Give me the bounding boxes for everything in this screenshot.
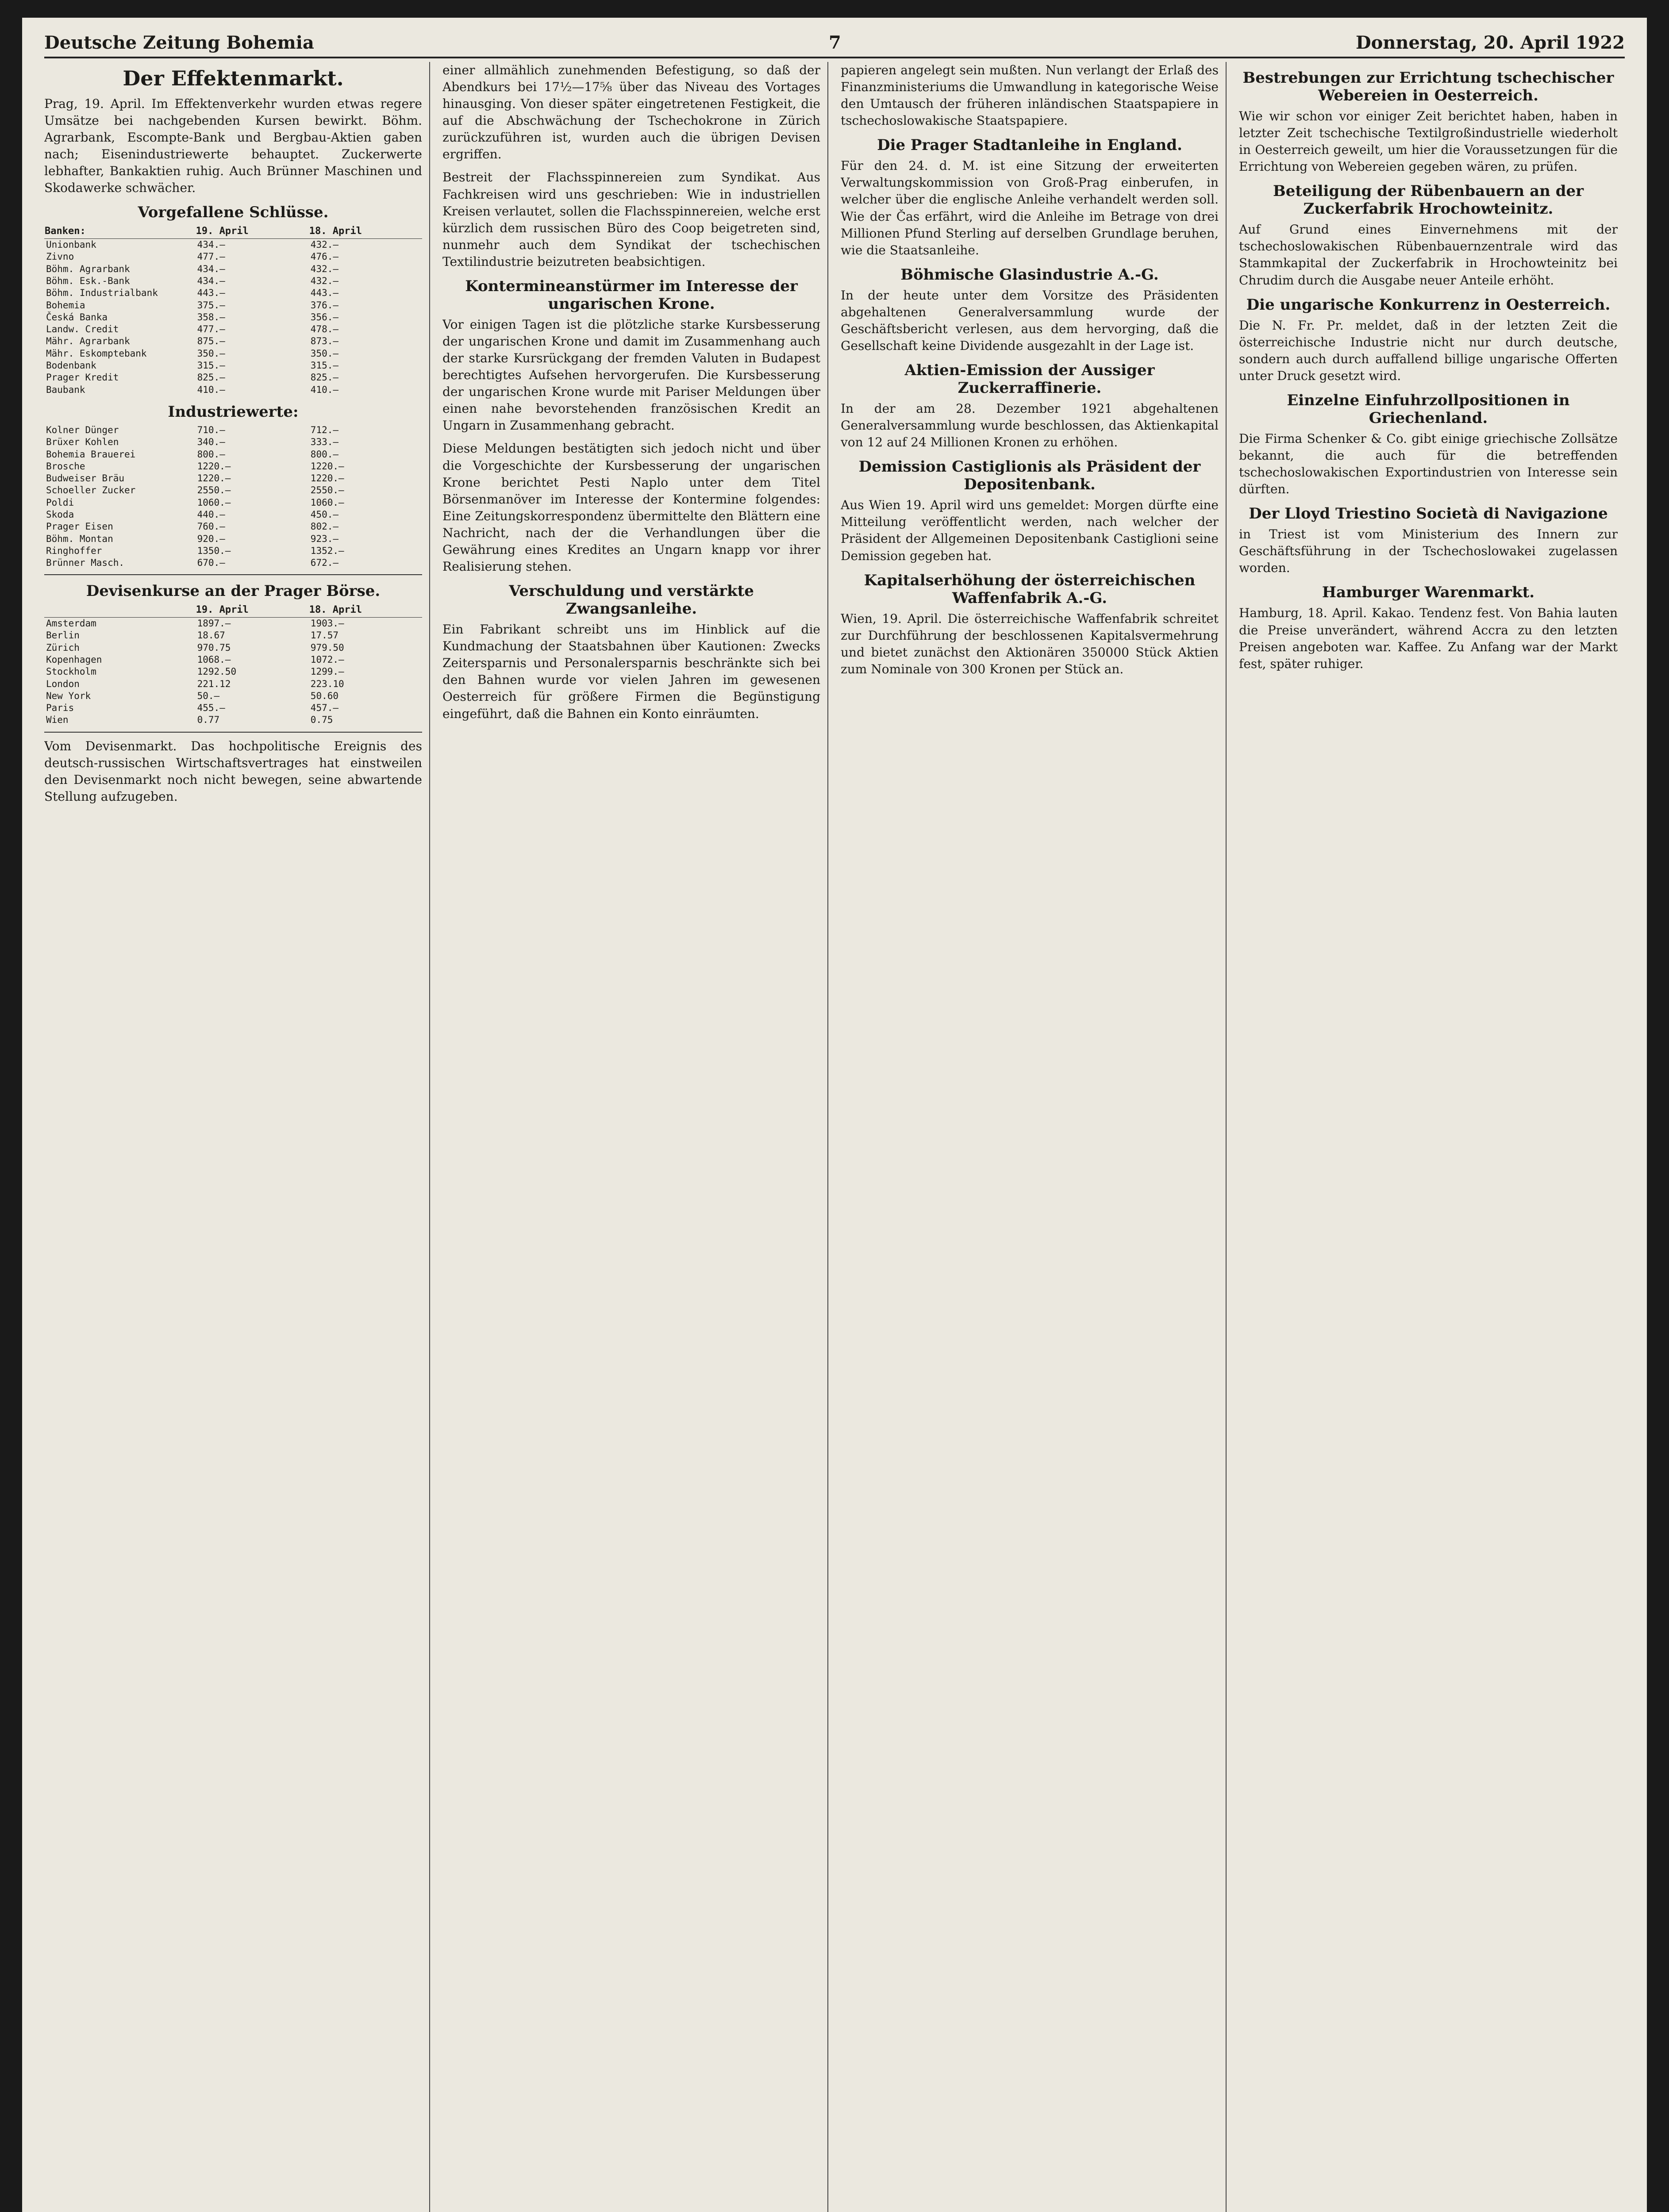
quote-value: 477.—	[197, 251, 225, 262]
page-header	[44, 27, 1625, 58]
article-paragraph: In der heute unter dem Vorsitze des Präsidenten abgehaltenen Generalversammlung wurde der Geschäftsbericht verlesen, aus dem hervorging, daß die Gesellschaft keine Dividende ausgezahlt in der Lage ist.	[841, 288, 1219, 353]
quote-row	[44, 484, 422, 496]
quote-row	[44, 714, 422, 726]
quote-name: New York	[46, 690, 91, 701]
quote-row	[44, 654, 422, 666]
article-paragraph: Die N. Fr. Pr. meldet, daß in der letzten Zeit die österreichische Industrie nicht nur durch deutsche, sondern auch durch auffallend billige ungarische Offerten unter Druck gesetzt wird.	[1239, 318, 1618, 383]
quote-value: 1220.—	[197, 461, 231, 472]
quote-value: 672.—	[310, 557, 339, 568]
quote-name: Bodenbank	[46, 360, 96, 371]
quote-value: 1350.—	[197, 545, 231, 556]
column-header: 18. April	[309, 225, 422, 238]
quote-value: 443.—	[197, 288, 225, 299]
quote-row	[44, 275, 422, 287]
quote-value: 1352.—	[310, 545, 344, 556]
quote-row	[44, 690, 422, 702]
quote-value: 1292.50	[197, 666, 237, 677]
quote-value: 760.—	[197, 521, 225, 532]
quote-value: 432.—	[310, 239, 339, 250]
quote-value: 1068.—	[197, 654, 231, 665]
quote-name: Skoda	[46, 509, 74, 520]
quote-value: 712.—	[310, 424, 339, 435]
quote-value: 455.—	[197, 703, 225, 714]
article-paragraph: Aus Wien 19. April wird uns gemeldet: Morgen dürfte eine Mitteilung veröffentlicht werden, nach welcher der Präsident der Allgemeinen Depositenbank Castiglioni seine Demission gegeben hat.	[841, 498, 1219, 563]
quote-row	[44, 521, 422, 533]
section-heading: Vorgefallene Schlüsse.	[138, 204, 329, 222]
quote-row	[44, 323, 422, 335]
quote-name: Brosche	[46, 461, 85, 472]
quote-value: 356.—	[310, 311, 339, 323]
quote-name: Berlin	[46, 630, 80, 641]
quote-value: 0.75	[310, 714, 333, 726]
article-paragraph: papieren angelegt sein mußten. Nun verlangt der Erlaß des Finanzministeriums die Umwandlung in kategorische Weise den Umtausch der früheren inländischen Staatspapiere in tschechoslowakische Staatspapiere.	[841, 63, 1219, 128]
quote-value: 315.—	[310, 360, 339, 371]
quote-value: 410.—	[310, 384, 339, 395]
quote-row	[44, 311, 422, 323]
article-paragraph: In der am 28. Dezember 1921 abgehaltenen Generalversammlung wurde beschlossen, das Aktienkapital von 12 auf 24 Millionen Kronen zu erhöhen.	[841, 401, 1219, 450]
quote-value: 970.75	[197, 642, 231, 653]
quote-name: Landw. Credit	[46, 324, 119, 335]
column-3	[841, 62, 1227, 2212]
quote-value: 825.—	[310, 372, 339, 383]
article-heading: Hamburger Warenmarkt.	[1322, 584, 1535, 602]
column-header: 19. April	[196, 225, 309, 238]
column-2	[442, 62, 828, 2212]
article-paragraph: Die Firma Schenker & Co. gibt einige griechische Zollsätze bekannt, die auch für die betreffenden tschechoslowakischen Exportindustrien von Interesse sein dürften.	[1239, 431, 1618, 497]
quote-name: Kopenhagen	[46, 654, 102, 665]
quote-value: 358.—	[197, 311, 225, 323]
article-paragraph: in Triest ist vom Ministerium des Innern zur Geschäftsführung in der Tschechoslowakei zugelassen worden.	[1239, 527, 1618, 576]
section-heading: Industriewerte:	[168, 403, 299, 421]
quote-row	[44, 372, 422, 384]
quote-name: Zürich	[46, 642, 80, 653]
quote-value: 223.10	[310, 678, 344, 689]
quote-row	[44, 263, 422, 275]
quote-value: 434.—	[197, 239, 225, 250]
newspaper-page	[22, 18, 1647, 2212]
fx-quotes-table	[44, 603, 422, 726]
quote-value: 1220.—	[310, 461, 344, 472]
quote-value: 450.—	[310, 509, 339, 520]
article-heading: Aktien-Emission der Aussiger Zuckerraffinerie.	[904, 361, 1155, 397]
quote-value: 340.—	[197, 437, 225, 448]
quote-name: Baubank	[46, 384, 85, 395]
quote-value: 670.—	[197, 557, 225, 568]
quote-row	[44, 348, 422, 360]
column-header: Banken:	[44, 225, 196, 238]
quote-row	[44, 630, 422, 641]
quote-value: 1897.—	[197, 618, 231, 629]
quote-name: Budweiser Bräu	[46, 473, 125, 484]
quote-value: 1220.—	[197, 473, 231, 484]
article-paragraph: Bestreit der Flachsspinnereien zum Syndikat. Aus Fachkreisen wird uns geschrieben: Wie in industriellen Kreisen verlautet, sollen die Flachsspinnereien, welche erst kürzlich dem russischen Büro des Coop beigetreten sind, nunmehr auch dem Syndikat der tschechischen Textilindustrie beizutreten beabsichtigen.	[442, 170, 820, 269]
quotes-header-row	[44, 603, 422, 617]
quote-value: 410.—	[197, 384, 225, 395]
quote-row	[44, 287, 422, 299]
article-heading: Böhmische Glasindustrie A.-G.	[900, 265, 1159, 284]
article-paragraph: Hamburg, 18. April. Kakao. Tendenz fest. Von Bahia lauten die Preise unverändert, während Accra zu den letzten Preisen angeboten war. Kaffee. Zu Anfang war der Markt fest, später ruhiger.	[1239, 606, 1618, 671]
column-1	[44, 62, 430, 2212]
quote-name: Stockholm	[46, 666, 96, 677]
quote-row	[44, 678, 422, 690]
quote-value: 710.—	[197, 424, 225, 435]
article-paragraph: Vom Devisenmarkt. Das hochpolitische Ereignis des deutsch-russischen Wirtschaftsvertrages hat einstweilen den Devisenmarkt noch nicht bewegen, seine abwartende Stellung aufzugeben.	[44, 738, 422, 804]
quote-row	[44, 618, 422, 630]
column-header	[44, 603, 196, 617]
quote-value: 2550.—	[310, 485, 344, 496]
quote-row	[44, 384, 422, 396]
quote-row	[44, 557, 422, 569]
quote-name: Mähr. Eskomptebank	[46, 348, 147, 359]
page-number: 7	[829, 32, 841, 53]
quote-value: 1299.—	[310, 666, 344, 677]
bank-quotes-table	[44, 225, 422, 396]
quote-name: Prager Kredit	[46, 372, 119, 383]
quote-value: 478.—	[310, 324, 339, 335]
quote-value: 1060.—	[197, 497, 231, 508]
quote-value: 50.—	[197, 690, 220, 701]
quote-name: Brünner Masch.	[46, 557, 125, 568]
quote-row	[44, 335, 422, 347]
quote-value: 1072.—	[310, 654, 344, 665]
quote-value: 457.—	[310, 703, 339, 714]
quote-value: 802.—	[310, 521, 339, 532]
article-heading: Kapitalserhöhung der österreichischen Waffenfabrik A.-G.	[864, 571, 1196, 607]
quote-value: 800.—	[310, 449, 339, 460]
quote-name: Unionbank	[46, 239, 96, 250]
quote-value: 432.—	[310, 263, 339, 274]
quote-value: 1060.—	[310, 497, 344, 508]
quote-row	[44, 666, 422, 678]
quote-row	[44, 300, 422, 311]
quote-name: Mähr. Agrarbank	[46, 336, 130, 347]
quote-name: Česká Banka	[46, 311, 108, 323]
article-paragraph: Diese Meldungen bestätigten sich jedoch nicht und über die Vorgeschichte der Kursbesserung der ungarischen Krone berichtet Pesti Naplo unter dem Titel Börsenmanöver im Interesse der Kontermine folgendes: Eine Zeitungskorrespondenz übermittelte den Blättern eine Nachricht, nach der die Verhandlungen über die Gewährung eines Kredites an Ungarn knapp vor ihrer Realisierung stehen.	[442, 441, 820, 574]
paper-name: Deutsche Zeitung Bohemia	[44, 32, 314, 53]
quote-row	[44, 642, 422, 654]
quote-value: 979.50	[310, 642, 344, 653]
quote-row	[44, 702, 422, 714]
quote-value: 2550.—	[197, 485, 231, 496]
quote-value: 1903.—	[310, 618, 344, 629]
quote-value: 1220.—	[310, 473, 344, 484]
columns	[44, 62, 1625, 2212]
quote-value: 221.12	[197, 678, 231, 689]
article-paragraph: Vor einigen Tagen ist die plötzliche starke Kursbesserung der ungarischen Krone und damit im Zusammenhang auch der starke Kursrückgang der fremden Valuten in Budapest berechtigtes Aufsehen hervorgerufen. Die Kursbesserung der ungarischen Krone wurde mit Pariser Meldungen über einen nahe bevorstehenden französischen Kredit an Ungarn in Zusammenhang gebracht.	[442, 317, 820, 433]
quote-value: 440.—	[197, 509, 225, 520]
quote-row	[44, 251, 422, 263]
divider	[44, 574, 422, 575]
quote-name: Prager Eisen	[46, 521, 113, 532]
article-paragraph: Auf Grund eines Einvernehmens mit der tschechoslowakischen Rübenbauernzentrale wird das Stammkapital der Zuckerfabrik in Hrochowteinitz bei Chrudim durch die Ausgabe neuer Anteile erhöht.	[1239, 222, 1618, 288]
quote-name: Böhm. Montan	[46, 533, 113, 544]
column-4	[1239, 62, 1625, 2212]
quote-row	[44, 461, 422, 472]
article-paragraph: Wie wir schon vor einiger Zeit berichtet haben, haben in letzter Zeit tschechische Textilgroßindustrielle wiederholt in Oesterreich geweilt, um hier die Voraussetzungen für die Errichtung von Webereien gegeben wären, zu prüfen.	[1239, 109, 1618, 174]
quote-name: Amsterdam	[46, 618, 96, 629]
quote-value: 350.—	[310, 348, 339, 359]
article-paragraph: Prag, 19. April. Im Effektenverkehr wurden etwas regere Umsätze bei nachgebenden Kursen bewirkt. Böhm. Agrarbank, Escompte-Bank und Bergbau-Aktien gaben nach; Eisenindustriewerte behauptet. Zuckerwerte lebhafter, Bankaktien ruhig. Auch Brünner Maschinen und Skodawerke schwächer.	[44, 96, 422, 196]
quote-value: 333.—	[310, 437, 339, 448]
quote-value: 825.—	[197, 372, 225, 383]
quote-row	[44, 360, 422, 372]
quote-value: 350.—	[197, 348, 225, 359]
quote-row	[44, 424, 422, 436]
article-heading: Der Lloyd Triestino Società di Navigazione	[1249, 505, 1608, 523]
quote-name: Schoeller Zucker	[46, 485, 136, 496]
quote-name: London	[46, 678, 80, 689]
article-heading: Bestrebungen zur Errichtung tschechischer Webereien in Oesterreich.	[1242, 69, 1614, 104]
quote-value: 17.57	[310, 630, 339, 641]
quote-value: 923.—	[310, 533, 339, 544]
quotes-header-row	[44, 225, 422, 238]
section-title: Der Effektenmarkt.	[123, 66, 344, 90]
quote-name: Ringhoffer	[46, 545, 102, 556]
quote-name: Böhm. Industrialbank	[46, 288, 158, 299]
quote-value: 0.77	[197, 714, 220, 726]
quote-name: Poldi	[46, 497, 74, 508]
quote-row	[44, 497, 422, 509]
quote-name: Paris	[46, 703, 74, 714]
quote-name: Zivno	[46, 251, 74, 262]
quote-row	[44, 472, 422, 484]
article-heading: Demission Castiglionis als Präsident der Depositenbank.	[858, 458, 1201, 494]
divider	[44, 732, 422, 733]
quote-name: Böhm. Agrarbank	[46, 263, 130, 274]
issue-date: Donnerstag, 20. April 1922	[1355, 32, 1625, 53]
article-heading: Die Prager Stadtanleihe in England.	[877, 136, 1182, 154]
quote-name: Bohemia	[46, 300, 85, 311]
section-heading: Devisenkurse an der Prager Börse.	[86, 582, 381, 600]
quote-value: 434.—	[197, 263, 225, 274]
article-heading: Die ungarische Konkurrenz in Oesterreich.	[1246, 296, 1611, 314]
article-paragraph: Ein Fabrikant schreibt uns im Hinblick auf die Kundmachung der Staatsbahnen über Kautionen: Zwecks Zeitersparnis und Personalersparnis beschränkte sich bei den Bahnen wurde vor vielen Jahren im gewesenen Oesterreich für größere Firmen die Begünstigung eingeführt, daß die Bahnen ein Konto einräumten.	[442, 622, 820, 721]
quote-value: 315.—	[197, 360, 225, 371]
quote-row	[44, 533, 422, 545]
industry-quotes-table	[44, 424, 422, 569]
quote-row	[44, 509, 422, 521]
quote-value: 873.—	[310, 336, 339, 347]
quote-name: Wien	[46, 714, 69, 726]
article-paragraph: Für den 24. d. M. ist eine Sitzung der erweiterten Verwaltungskommission von Groß-Prag einberufen, in welcher über die englische Anleihe verhandelt werden soll. Wie der Čas erfährt, wird die Anleihe im Betrage von drei Millionen Pfund Sterling auf derselben Grundlage beruhen, wie die Staatsanleihe.	[841, 158, 1219, 257]
quote-value: 18.67	[197, 630, 225, 641]
quote-value: 376.—	[310, 300, 339, 311]
quote-name: Kolner Dünger	[46, 424, 119, 435]
quote-value: 875.—	[197, 336, 225, 347]
quote-value: 800.—	[197, 449, 225, 460]
article-heading: Einzelne Einfuhrzollpositionen in Griechenland.	[1287, 391, 1570, 427]
quote-value: 432.—	[310, 275, 339, 286]
quote-value: 476.—	[310, 251, 339, 262]
quote-value: 50.60	[310, 690, 339, 701]
quote-name: Bohemia Brauerei	[46, 449, 136, 460]
quote-row	[44, 239, 422, 251]
article-heading: Beteiligung der Rübenbauern an der Zuckerfabrik Hrochowteinitz.	[1273, 182, 1584, 218]
quote-value: 434.—	[197, 275, 225, 286]
article-heading: Kontermineanstürmer im Interesse der ungarischen Krone.	[465, 277, 798, 313]
quote-name: Brüxer Kohlen	[46, 437, 119, 448]
article-paragraph: Wien, 19. April. Die österreichische Waffenfabrik schreitet zur Durchführung der beschlossenen Kapitalsvermehrung und bietet zunächst den Aktionären 350000 Stück Aktien zum Nominale von 300 Kronen per Stück an.	[841, 611, 1219, 676]
quote-row	[44, 436, 422, 448]
quote-row	[44, 449, 422, 461]
quote-value: 477.—	[197, 324, 225, 335]
quote-name: Böhm. Esk.-Bank	[46, 275, 130, 286]
article-heading: Verschuldung und verstärkte Zwangsanleihe.	[509, 582, 754, 618]
column-header: 19. April	[196, 603, 309, 617]
quote-value: 443.—	[310, 288, 339, 299]
quote-value: 375.—	[197, 300, 225, 311]
article-paragraph: einer allmählich zunehmenden Befestigung, so daß der Abendkurs bei 17½—17⅝ über das Niveau des Vortages hinausging. Von dieser später eingetretenen Festigkeit, die auf die Abschwächung der Tschechokrone in Zürich zurückzuführen ist, wurden auch die übrigen Devisen ergriffen.	[442, 63, 820, 162]
quote-value: 920.—	[197, 533, 225, 544]
quote-row	[44, 545, 422, 557]
column-header: 18. April	[309, 603, 422, 617]
